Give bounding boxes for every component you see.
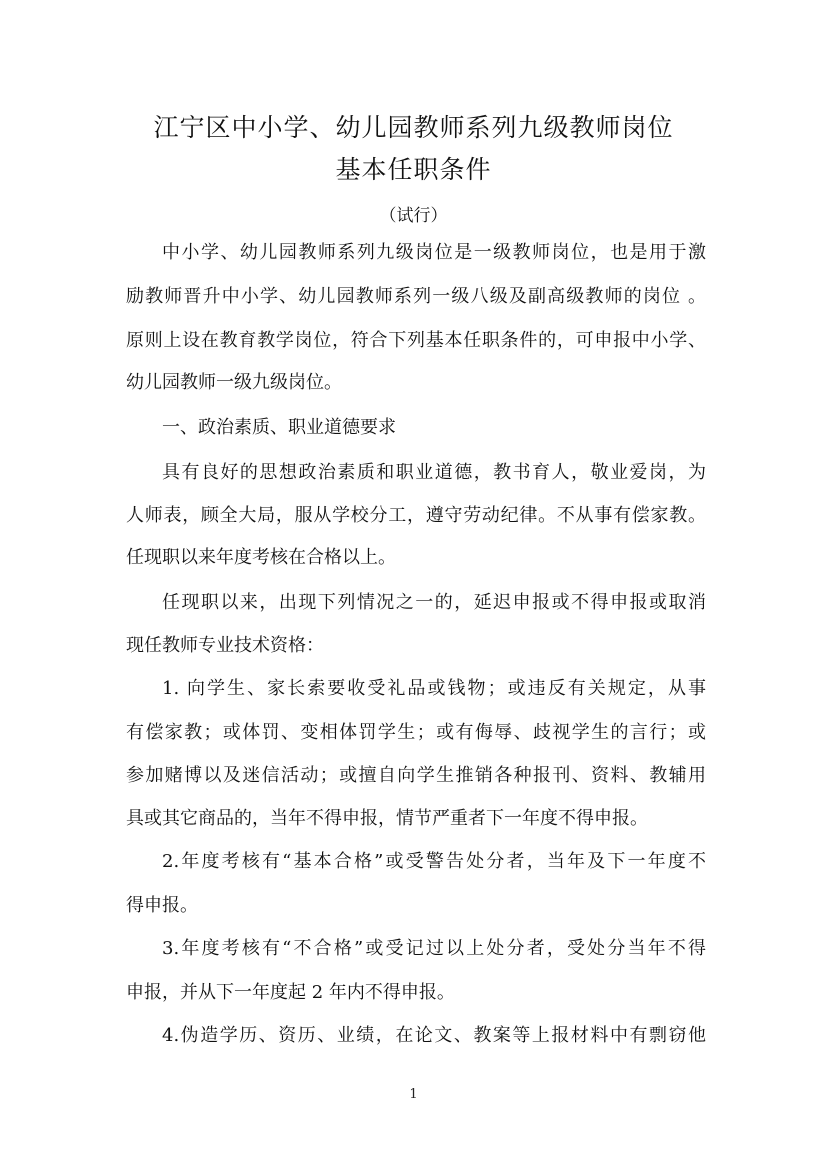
item2-line: 2.年度考核有“基本合格”或受警告处分者，当年及下一年度不 xyxy=(162,851,706,872)
item3-line: 3.年度考核有“不合格”或受记过以上处分者，受处分当年不得 xyxy=(162,938,706,959)
document-subtitle: （试行） xyxy=(379,206,448,226)
intro-line: 励教师晋升中小学、幼儿园教师系列一级八级及副高级教师的岗位 。 xyxy=(126,286,706,307)
intro-line: 幼儿园教师一级九级岗位。 xyxy=(126,372,342,393)
section-heading: 一、政治素质、职业道德要求 xyxy=(162,417,396,438)
section1-line: 任现职以来年度考核在合格以上。 xyxy=(126,547,396,568)
section1-line: 具有良好的思想政治素质和职业道德，教书育人，敬业爱岗，为 xyxy=(162,462,706,483)
conditions-line: 现任教师专业技术资格： xyxy=(126,635,324,656)
conditions-line: 任现职以来，出现下列情况之一的，延迟申报或不得申报或取消 xyxy=(162,592,706,613)
item3-line: 申报，并从下一年度起 2 年内不得申报。 xyxy=(126,982,455,1003)
item4-line: 4.伪造学历、资历、业绩，在论文、教案等上报材料中有剽窃他 xyxy=(162,1025,706,1046)
document-title-line1: 江宁区中小学、幼儿园教师系列九级教师岗位 xyxy=(153,113,674,142)
item2-line: 得申报。 xyxy=(126,895,198,916)
item1-line: 有偿家教；或体罚、变相体罚学生；或有侮辱、歧视学生的言行；或 xyxy=(126,722,706,743)
item1-line: 参加赌博以及迷信活动；或擅自向学生推销各种报刊、资料、教辅用 xyxy=(126,765,706,786)
intro-line: 中小学、幼儿园教师系列九级岗位是一级教师岗位，也是用于激 xyxy=(162,242,706,263)
page-number: 1 xyxy=(409,1087,418,1102)
intro-line: 原则上设在教育教学岗位，符合下列基本任职条件的，可申报中小学、 xyxy=(126,330,706,351)
item1-line: 具或其它商品的，当年不得申报，情节严重者下一年度不得申报。 xyxy=(126,808,648,829)
item1-line: 1. 向学生、家长索要收受礼品或钱物；或违反有关规定，从事 xyxy=(162,678,706,699)
document-title-line2: 基本任职条件 xyxy=(335,155,492,184)
section1-line: 人师表，顾全大局，服从学校分工，遵守劳动纪律。不从事有偿家教。 xyxy=(126,505,706,526)
